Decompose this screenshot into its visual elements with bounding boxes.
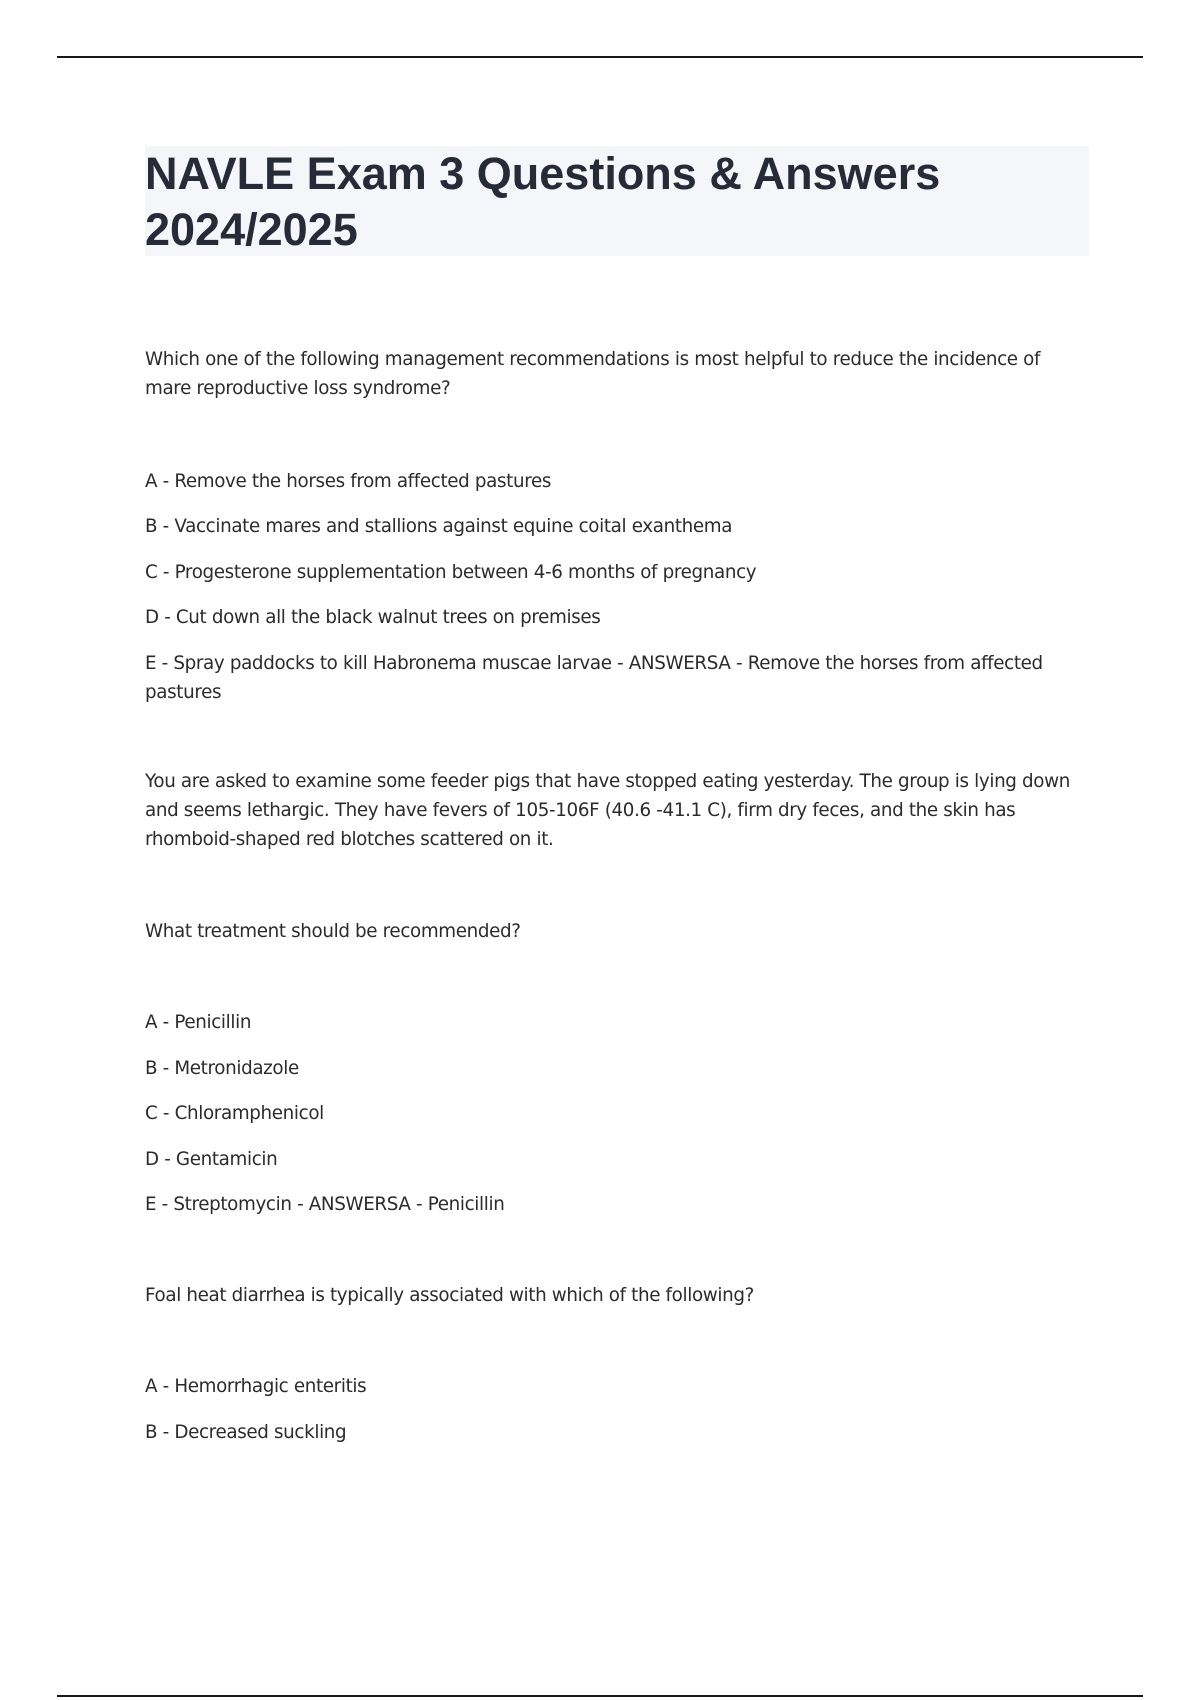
- question-3-stem: Foal heat diarrhea is typically associated with which of the following?: [145, 1285, 754, 1306]
- question-3-option-b: B - Decreased suckling: [145, 1422, 347, 1443]
- question-2-option-e-answer: E - Streptomycin - ANSWERSA - Penicillin: [145, 1194, 505, 1215]
- question-2-option-a: A - Penicillin: [145, 1012, 252, 1033]
- document-title: NAVLE Exam 3 Questions & Answers 2024/2025: [145, 148, 941, 255]
- question-2-option-b: B - Metronidazole: [145, 1058, 299, 1079]
- question-1-option-b: B - Vaccinate mares and stallions against equine coital exanthema: [145, 516, 733, 537]
- question-2-stem: You are asked to examine some feeder pigs that have stopped eating yesterday. The group is lying down and seems lethargic. They have fevers of 105-106F (40.6 -41.1 C), firm dry feces, and the skin has rhomboid-shaped red blotches scattered on it.: [145, 771, 1070, 850]
- question-2-option-d: D - Gentamicin: [145, 1149, 278, 1170]
- question-1-option-e-answer: E - Spray paddocks to kill Habronema muscae larvae - ANSWERSA - Remove the horses from affected pastures: [145, 653, 1043, 703]
- question-2-prompt: What treatment should be recommended?: [145, 921, 521, 942]
- question-1-option-c: C - Progesterone supplementation between 4-6 months of pregnancy: [145, 562, 757, 583]
- title-banner: [145, 146, 1089, 256]
- question-1-option-d: D - Cut down all the black walnut trees on premises: [145, 607, 601, 628]
- question-3-option-a: A - Hemorrhagic enteritis: [145, 1376, 367, 1397]
- question-2-option-c: C - Chloramphenicol: [145, 1103, 324, 1124]
- question-1-stem: Which one of the following management recommendations is most helpful to reduce the incidence of mare reproductive loss syndrome?: [145, 349, 1041, 399]
- bottom-rule: [57, 1695, 1143, 1697]
- question-1-option-a: A - Remove the horses from affected pastures: [145, 471, 552, 492]
- top-rule: [57, 56, 1143, 58]
